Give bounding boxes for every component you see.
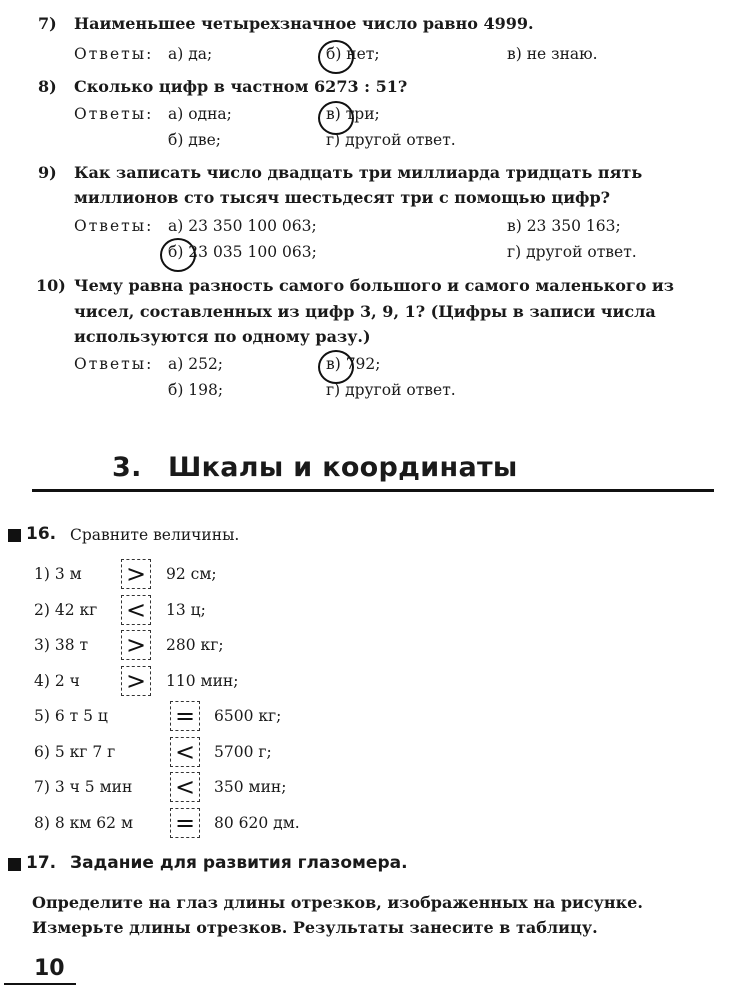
q10-text-line1: Чему равна разность самого большого и самого маленького из: [74, 276, 674, 295]
q10-option-b: б) 198;: [168, 381, 224, 399]
q7-text: Наименьшее четырехзначное число равно 4999.: [74, 14, 534, 33]
task17-title: Задание для развития глазомера.: [70, 853, 408, 873]
task17-number: 17.: [26, 853, 57, 873]
q10-number: 10): [36, 276, 66, 295]
task17-text-line2: Измерьте длины отрезков. Результаты занесите в таблицу.: [32, 918, 598, 937]
row6-sign-box: <: [170, 737, 200, 767]
task17-text-line1: Определите на глаз длины отрезков, изображенных на рисунке.: [32, 893, 643, 912]
q10-answer-circle: [318, 350, 354, 384]
row1-right: 92 см;: [166, 565, 217, 583]
row4-right: 110 мин;: [166, 672, 239, 690]
task17-marker-icon: [8, 858, 21, 871]
q9-text-line2: миллионов сто тысяч шестьдесят три с помощью цифр?: [74, 188, 611, 207]
section-number: 3.: [112, 452, 142, 483]
q10-answers-label: Ответы:: [74, 355, 154, 373]
q10-text-line2: чисел, составленных из цифр 3, 9, 1? (Цифры в записи числа: [74, 302, 656, 321]
q8-number: 8): [38, 77, 57, 96]
q9-option-b: б) 23 035 100 063;: [168, 243, 317, 261]
q9-option-d: г) другой ответ.: [507, 243, 637, 261]
q8-option-a: а) одна;: [168, 105, 232, 123]
q10-option-a: а) 252;: [168, 355, 224, 373]
row3-sign-box: >: [121, 630, 151, 660]
row1-left: 1) 3 м: [34, 565, 82, 583]
row7-left: 7) 3 ч 5 мин: [34, 778, 133, 796]
q9-answer-circle: [160, 238, 196, 272]
task16-marker-icon: [8, 529, 21, 542]
row6-right: 5700 г;: [214, 743, 272, 761]
task16-number: 16.: [26, 524, 57, 544]
q9-text-line1: Как записать число двадцать три миллиарда тридцать пять: [74, 163, 643, 182]
section-title: Шкалы и координаты: [168, 452, 518, 483]
q7-number: 7): [38, 14, 57, 33]
q9-option-a: а) 23 350 100 063;: [168, 217, 317, 235]
row7-sign-box: <: [170, 772, 200, 802]
q10-option-c: в) 792;: [326, 355, 381, 373]
q10-text-line3: используются по одному разу.): [74, 327, 371, 346]
page-number: 10: [34, 956, 65, 981]
row3-right: 280 кг;: [166, 636, 224, 654]
q10-option-d: г) другой ответ.: [326, 381, 456, 399]
q7-option-c: в) не знаю.: [507, 45, 598, 63]
q7-answers-label: Ответы:: [74, 45, 154, 63]
q9-option-c: в) 23 350 163;: [507, 217, 621, 235]
q9-answers-label: Ответы:: [74, 217, 154, 235]
q8-answers-label: Ответы:: [74, 105, 154, 123]
row8-left: 8) 8 км 62 м: [34, 814, 134, 832]
q7-answer-circle: [318, 40, 354, 74]
row4-sign-box: >: [121, 666, 151, 696]
q8-option-b: б) две;: [168, 131, 221, 149]
q8-text: Сколько цифр в частном 6273 : 51?: [74, 77, 408, 96]
q8-answer-circle: [318, 101, 354, 135]
row8-sign-box: =: [170, 808, 200, 838]
q7-option-b: б) нет;: [326, 45, 380, 63]
row2-sign-box: <: [121, 595, 151, 625]
row5-left: 5) 6 т 5 ц: [34, 707, 108, 725]
section-rule: [32, 489, 714, 492]
task16-title: Сравните величины.: [70, 526, 240, 544]
q8-option-d: г) другой ответ.: [326, 131, 456, 149]
row6-left: 6) 5 кг 7 г: [34, 743, 116, 761]
q9-number: 9): [38, 163, 57, 182]
row7-right: 350 мин;: [214, 778, 287, 796]
q7-option-a: а) да;: [168, 45, 213, 63]
row5-sign-box: =: [170, 701, 200, 731]
row5-right: 6500 кг;: [214, 707, 282, 725]
row3-left: 3) 38 т: [34, 636, 89, 654]
row2-right: 13 ц;: [166, 601, 206, 619]
row4-left: 4) 2 ч: [34, 672, 80, 690]
page-number-rule: [4, 983, 76, 985]
q8-option-c: в) три;: [326, 105, 380, 123]
row1-sign-box: >: [121, 559, 151, 589]
row2-left: 2) 42 кг: [34, 601, 98, 619]
row8-right: 80 620 дм.: [214, 814, 300, 832]
